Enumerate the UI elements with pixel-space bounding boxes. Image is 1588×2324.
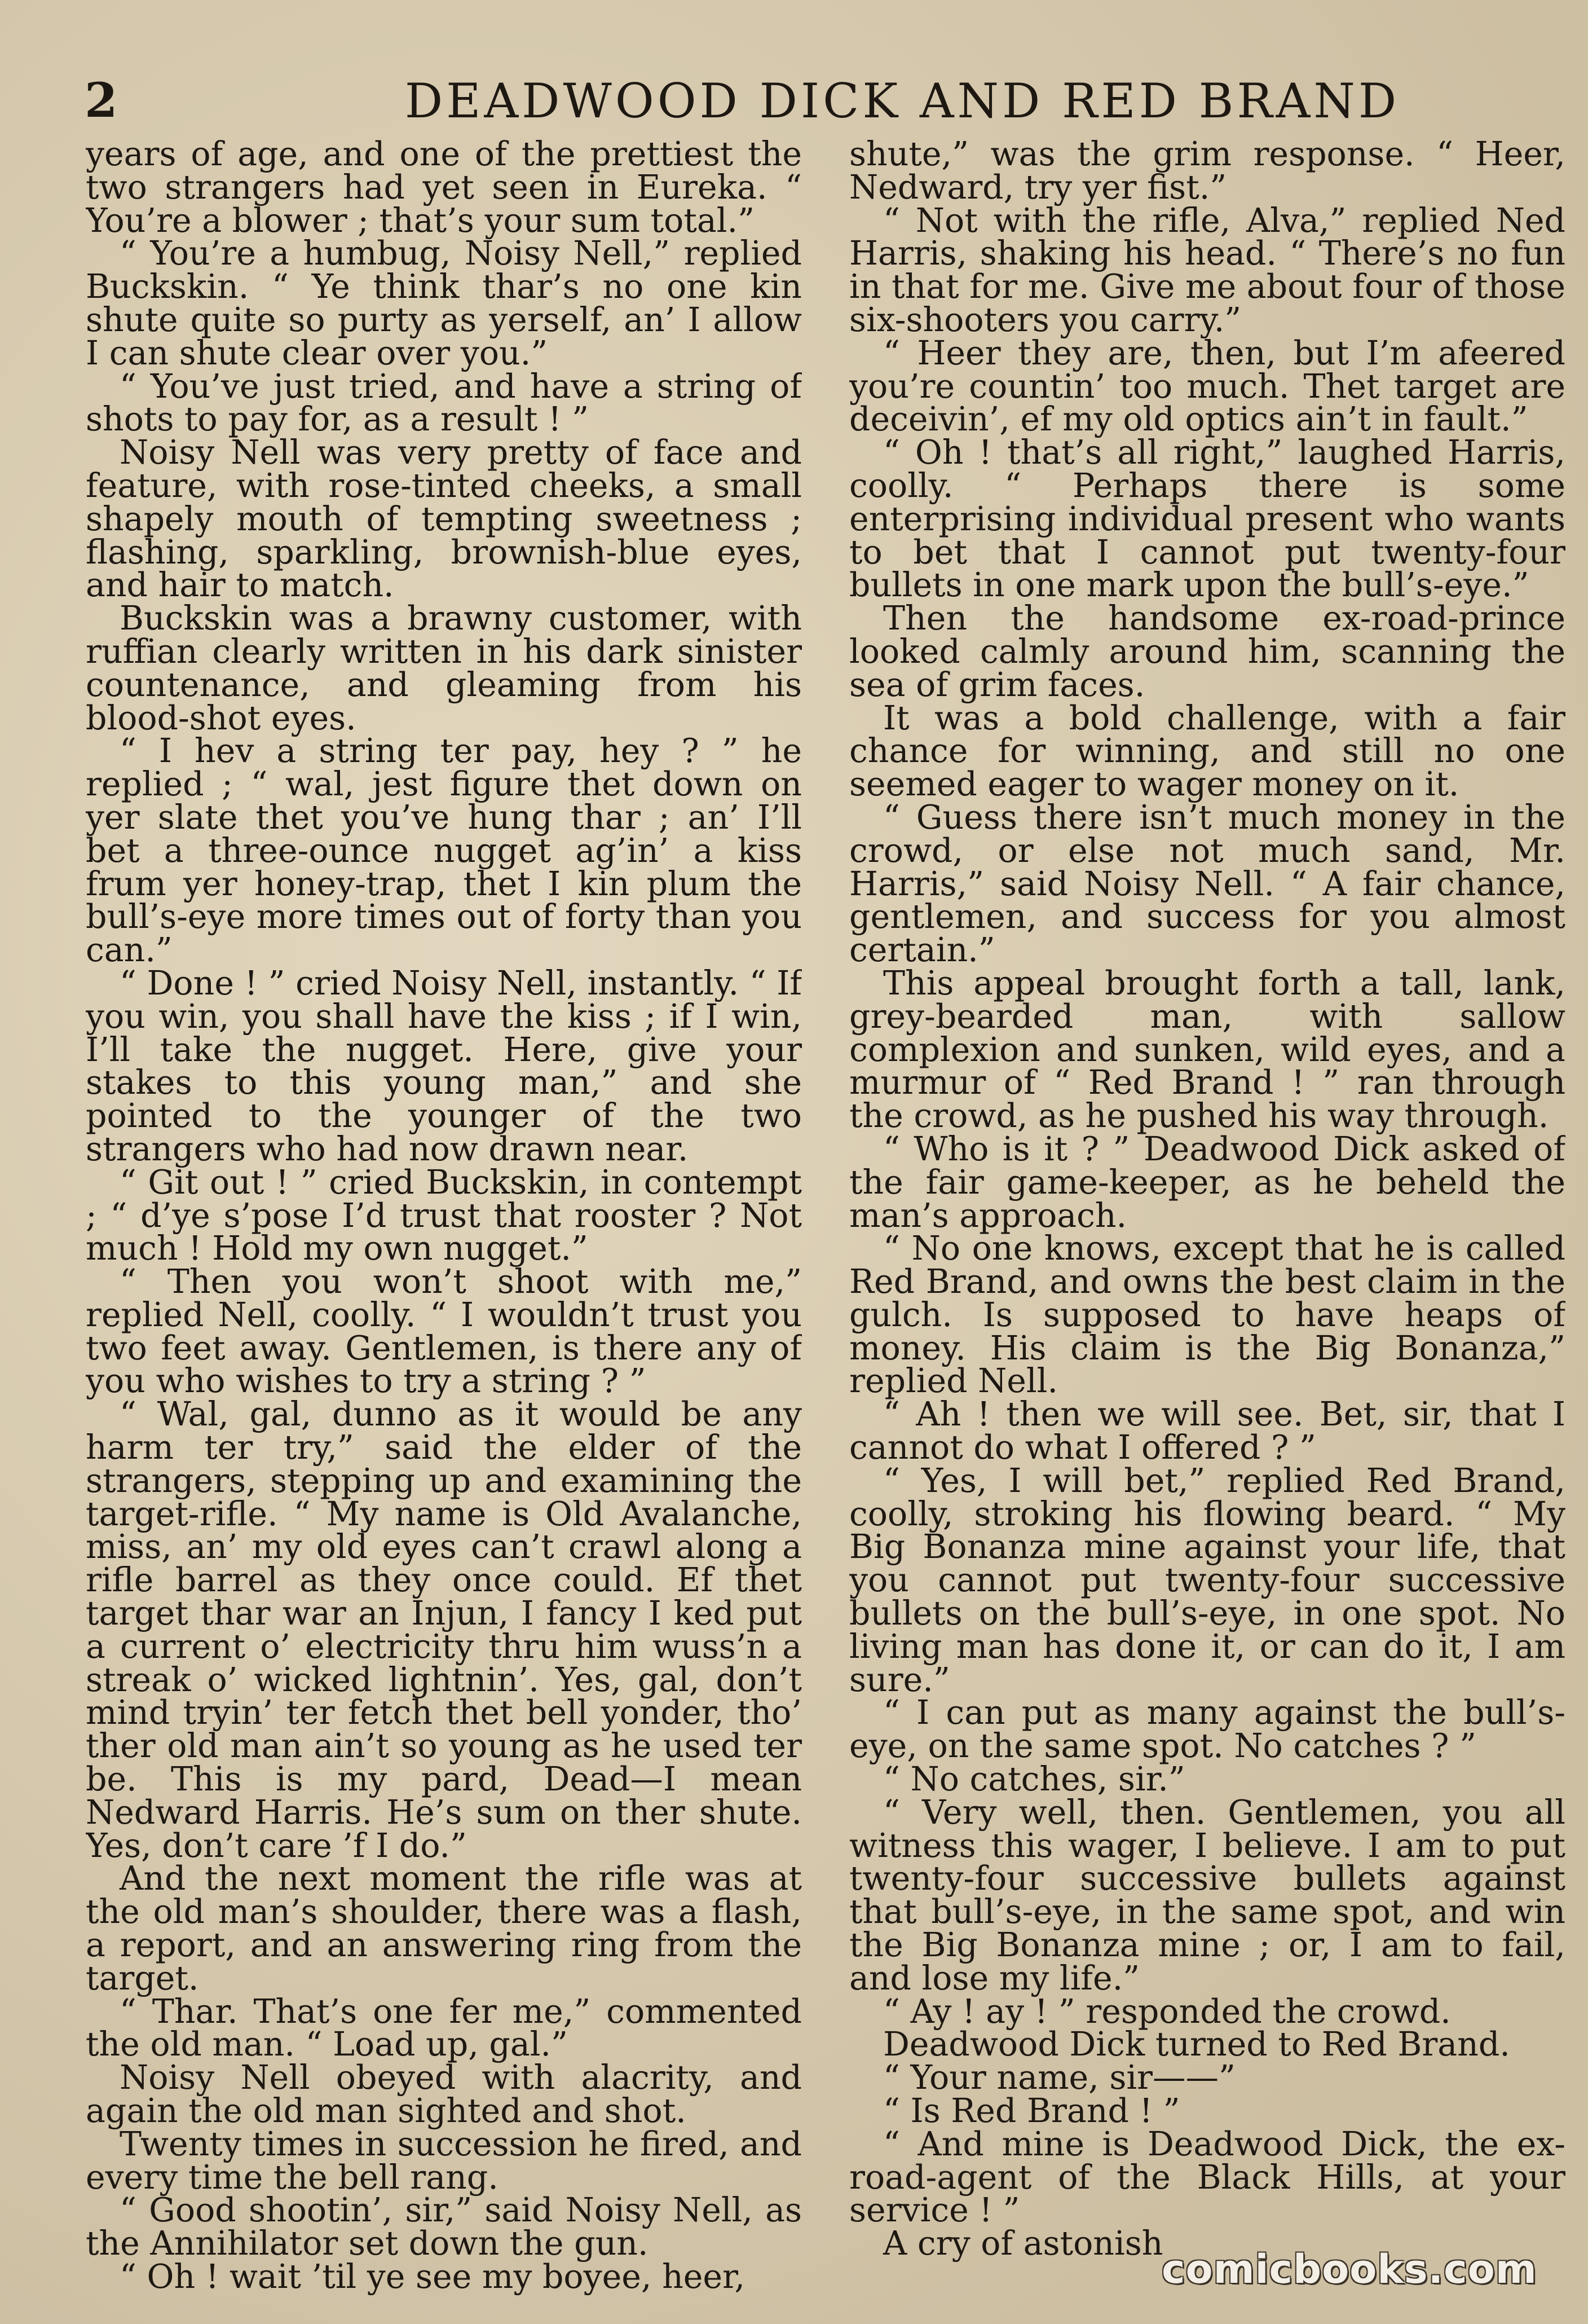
paragraph: “ Done ! ” cried Noisy Nell, instantly. “ If you win, you shall have the kiss ; if I win, I’ll take the nugget. Here, give your stakes to this young man,” and she pointed to the younger of the two strangers who had now drawn near.	[86, 963, 802, 1168]
paragraph: “ Heer they are, then, but I’m afeered you’re countin’ too much. Thet target are deceivin’, ef my old optics ain’t in fault.”	[849, 333, 1565, 439]
running-title: DEADWOOD DICK AND RED BRAND	[404, 73, 1400, 129]
paragraph: Twenty times in succession he fired, and every time the bell rang.	[86, 2124, 802, 2197]
right-column	[849, 138, 1565, 2304]
paragraph: “ Ah ! then we will see. Bet, sir, that I cannot do what I offered ? ”	[849, 1395, 1565, 1467]
paragraph: “ Git out ! ” cried Buckskin, in contempt ; “ d’ye s’pose I’d trust that rooster ? Not much ! Hold my own nugget.”	[86, 1163, 802, 1268]
paragraph: Noisy Nell was very pretty of face and feature, with rose-tinted cheeks, a small shapely mouth of tempting sweetness ; flashing, sparkling, brownish-blue eyes, and hair to match.	[86, 433, 802, 605]
paragraph: “ Wal, gal, dunno as it would be any harm ter try,” said the elder of the strangers, stepping up and examining the target-rifle. “ My name is Old Avalanche, miss, an’ my old eyes can’t crawl along a rifle barrel as they once could. Ef thet target thar war an Injun, I fancy I ked put a current o’ electricity thru him wuss’n a streak o’ wicked lightnin’. Yes, gal, don’t mind tryin’ ter fetch thet bell yonder, tho’ ther old man ain’t so young as he used ter be. This is my pard, Dead—I mean Nedward Harris. He’s sum on ther shute. Yes, don’t care ’f I do.”	[86, 1395, 802, 1865]
paragraph: “ I can put as many against the bull’s-eye, on the same spot. No catches ? ”	[849, 1693, 1565, 1766]
paragraph: “ No one knows, except that he is called Red Brand, and owns the best claim in the gulch. Is supposed to have heaps of money. His claim is the Big Bonanza,” replied Nell.	[849, 1229, 1565, 1401]
paragraph: “ Oh ! that’s all right,” laughed Harris, coolly. “ Perhaps there is some enterprising individual present who wants to bet that I cannot put twenty-four bullets in one mark upon the bull’s-eye.”	[849, 433, 1565, 605]
paragraph: “ Is Red Brand ! ”	[883, 2092, 1180, 2131]
paragraph: “ Guess there isn’t much money in the crowd, or else not much sand, Mr. Harris,” said Noisy Nell. “ A fair chance, gentlemen, and success for you almost certain.”	[849, 798, 1565, 970]
left-column	[86, 138, 802, 2304]
paragraph: “ Then you won’t shoot with me,” replied Nell, coolly. “ I wouldn’t trust you two feet away. Gentlemen, is there any of you who wishes to try a string ? ”	[86, 1262, 802, 1401]
paragraph: “ Very well, then. Gentlemen, you all witness this wager, I believe. I am to put twenty-four successive bullets against that bull’s-eye, in the same spot, and win the Big Bonanza mine ; or, I am to fail, and lose my life.”	[849, 1793, 1565, 1997]
paragraph: This appeal brought forth a tall, lank, grey-bearded man, with sallow complexion and sunken, wild eyes, and a murmur of “ Red Brand ! ” ran through the crowd, as he pushed his way through.	[849, 963, 1565, 1135]
paragraph: Buckskin was a brawny customer, with ruffian clearly written in his dark sinister countenance, and gleaming from his blood-shot eyes.	[86, 599, 802, 737]
paragraph: “ Thar. That’s one fer me,” commented the old man. “ Load up, gal.”	[86, 1992, 802, 2064]
paragraph: Deadwood Dick turned to Red Brand.	[883, 2025, 1510, 2064]
paragraph: “ Ay ! ay ! ” responded the crowd.	[883, 1992, 1451, 2031]
paragraph: And the next moment the rifle was at the old man’s shoulder, there was a flash, a report, and an answering ring from the target.	[86, 1859, 802, 1997]
paragraph: “ Oh ! wait ’til ye see my boyee, heer,	[120, 2257, 746, 2296]
paragraph: shute,” was the grim response. “ Heer, Nedward, try yer fist.”	[849, 138, 1565, 206]
paragraph: “ Yes, I will bet,” replied Red Brand, coolly, stroking his flowing beard. “ My Big Bonanza mine against your life, that you cannot put twenty-four successive bullets on the bull’s-eye, in one spot. No living man has done it, or can do it, I am sure.”	[849, 1461, 1565, 1699]
paragraph: “ Not with the rifle, Alva,” replied Ned Harris, shaking his head. “ There’s no fun in that for me. Give me about four of those six-shooters you carry.”	[849, 201, 1565, 339]
paragraph: It was a bold challenge, with a fair chance for winning, and still no one seemed eager to wager money on it.	[849, 698, 1565, 804]
paragraph: Then the handsome ex-road-prince looked calmly around him, scanning the sea of grim faces.	[849, 599, 1565, 704]
paragraph: “ And mine is Deadwood Dick, the ex-road-agent of the Black Hills, at your service ! ”	[849, 2124, 1565, 2230]
paragraph: “ No catches, sir.”	[883, 1760, 1185, 1799]
paragraph: A cry of astonish	[883, 2224, 1163, 2263]
paragraph: “ Your name, sir——”	[883, 2058, 1236, 2097]
page-header	[79, 68, 1568, 135]
paragraph: “ You’re a humbug, Noisy Nell,” replied Buckskin. “ Ye think thar’s no one kin shute quite so purty as yerself, an’ I allow I can shute clear over you.”	[86, 234, 802, 372]
page-number: 2	[85, 72, 119, 128]
site-watermark: comicbooks.com	[1162, 2246, 1537, 2292]
paragraph: “ I hev a string ter pay, hey ? ” he replied ; “ wal, jest figure thet down on yer slate thet you’ve hung thar ; an’ I’ll bet a three-ounce nugget ag’in’ a kiss frum yer honey-trap, thet I kin plum the bull’s-eye more times out of forty than you can.”	[86, 732, 802, 970]
paragraph: “ You’ve just tried, and have a string of shots to pay for, as a result ! ”	[86, 367, 802, 439]
paragraph: “ Good shootin’, sir,” said Noisy Nell, as the Annihilator set down the gun.	[86, 2191, 802, 2263]
paragraph: years of age, and one of the prettiest the two strangers had yet seen in Eureka. “ You’re a blower ; that’s your sum total.”	[86, 138, 802, 240]
paragraph: “ Who is it ? ” Deadwood Dick asked of the fair game-keeper, as he beheld the man’s approach.	[849, 1129, 1565, 1235]
paragraph: Noisy Nell obeyed with alacrity, and again the old man sighted and shot.	[86, 2058, 802, 2131]
